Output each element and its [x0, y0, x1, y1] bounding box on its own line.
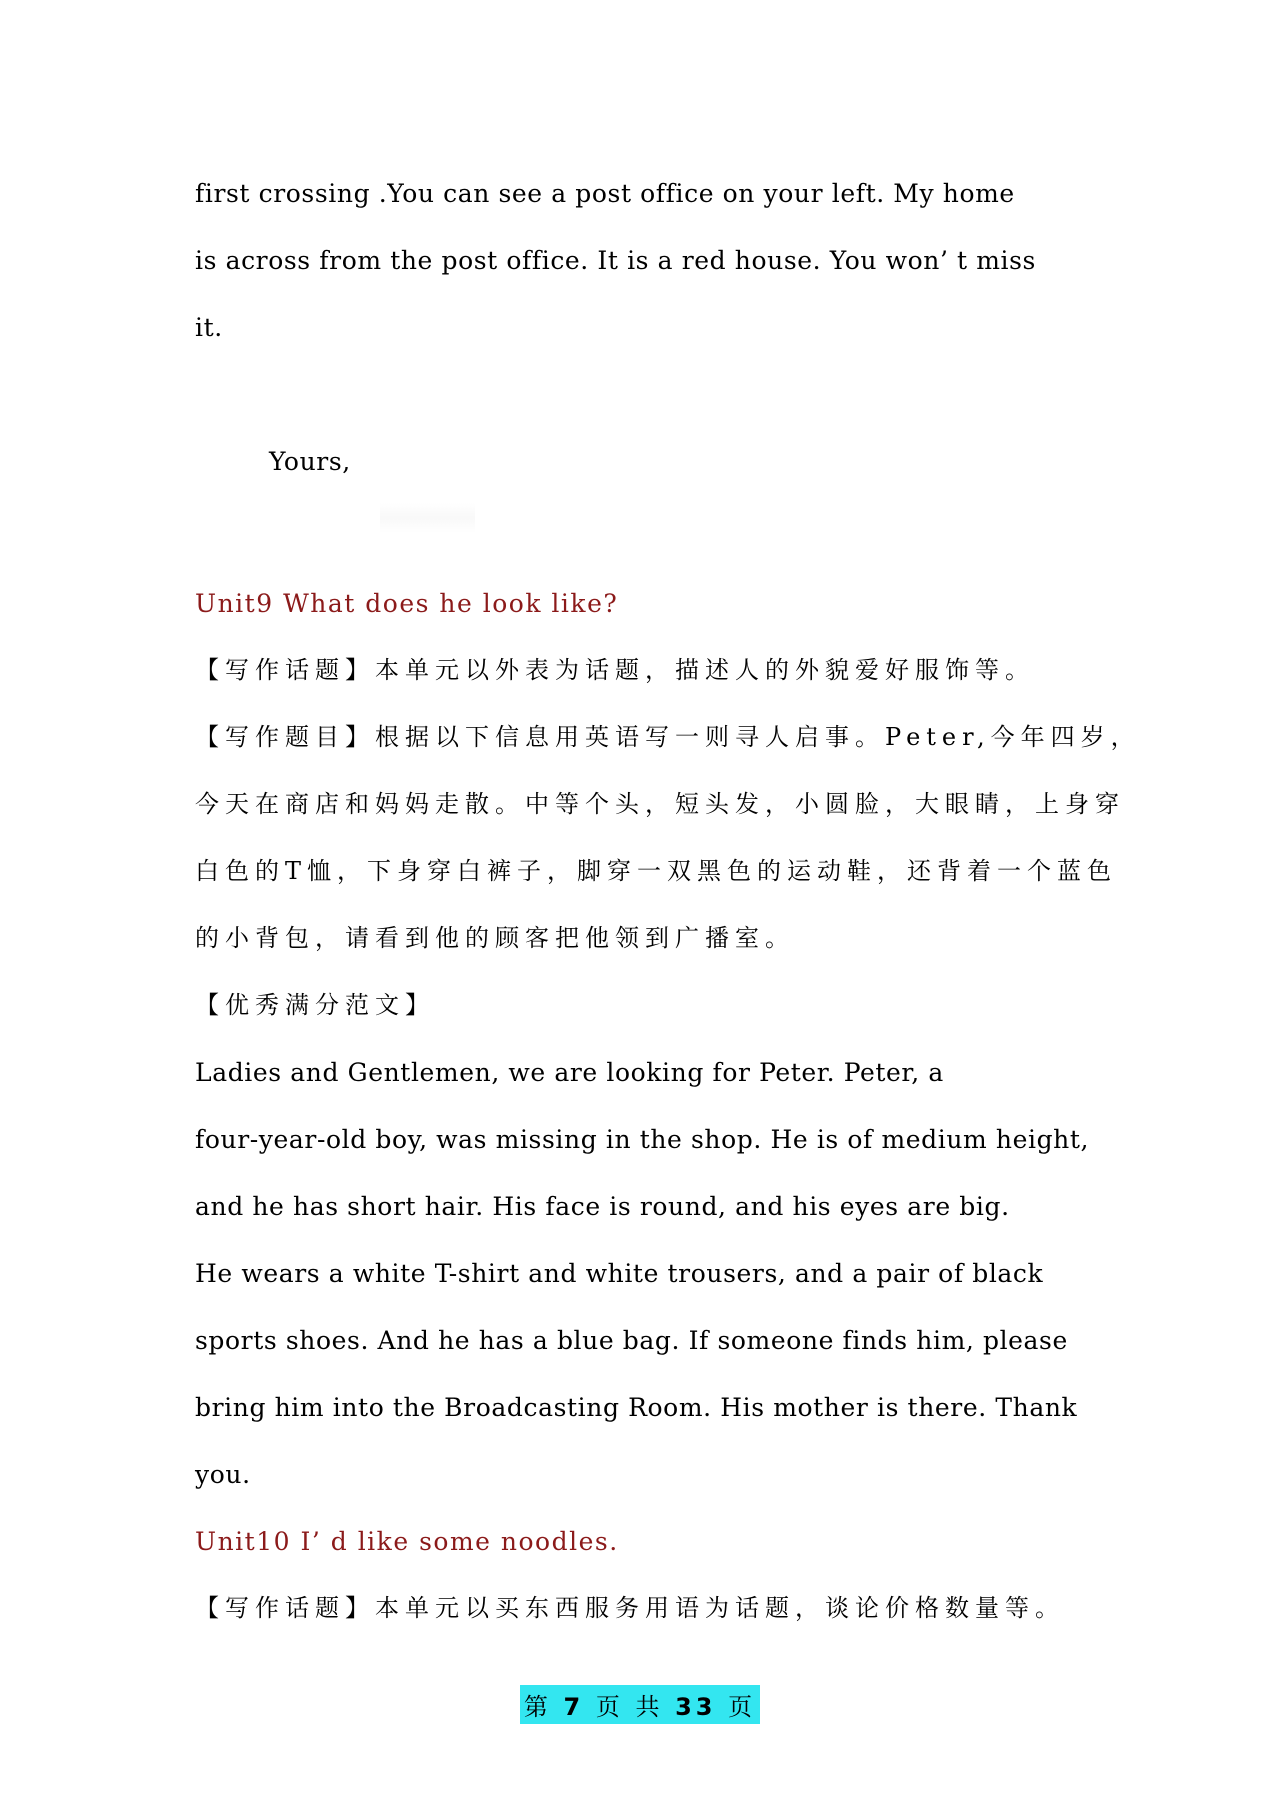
spacer — [195, 361, 1095, 428]
unit9-model-label: 【优秀满分范文】 — [195, 991, 435, 1019]
page-footer — [0, 1685, 1280, 1724]
unit9-prompt-line: 白色的T恤，下身穿白裤子，脚穿一双黑色的运动鞋，还背着一个蓝色 — [195, 857, 1118, 885]
footer-prefix: 第 — [523, 1693, 552, 1721]
current-page-number: 7 — [563, 1693, 585, 1721]
essay-line: you. — [195, 1460, 251, 1489]
essay-line: bring him into the Broadcasting Room. His mother is there. Thank — [195, 1393, 1078, 1422]
unit9-heading: Unit9 What does he look like? — [195, 589, 619, 618]
letter-line: is across from the post office. It is a red house. You won’ t miss — [195, 246, 1036, 275]
faded-signature — [380, 503, 475, 533]
unit9-topic: 【写作话题】本单元以外表为话题，描述人的外貌爱好服饰等。 — [195, 656, 1035, 684]
essay-line: Ladies and Gentlemen, we are looking for Peter. Peter, a — [195, 1058, 944, 1087]
letter-line: it. — [195, 313, 223, 342]
unit9-prompt-line: 【写作题目】根据以下信息用英语写一则寻人启事。Peter,今年四岁， — [195, 723, 1141, 751]
unit10-topic: 【写作话题】本单元以买东西服务用语为话题，谈论价格数量等。 — [195, 1594, 1065, 1622]
letter-line: first crossing .You can see a post office on your left. My home — [195, 179, 1015, 208]
signature-area — [195, 503, 1095, 570]
unit9-prompt-line: 今天在商店和妈妈走散。中等个头，短头发，小圆脸，大眼睛，上身穿 — [195, 790, 1125, 818]
page-content — [195, 160, 1141, 1642]
footer-middle: 页 共 — [595, 1693, 664, 1721]
essay-line: and he has short hair. His face is round, and his eyes are big. — [195, 1192, 1010, 1221]
footer-suffix: 页 — [728, 1693, 757, 1721]
essay-line: sports shoes. And he has a blue bag. If someone finds him, please — [195, 1326, 1068, 1355]
essay-line: four-year-old boy, was missing in the shop. He is of medium height, — [195, 1125, 1090, 1154]
letter-closing: Yours, — [269, 447, 351, 476]
essay-line: He wears a white T-shirt and white trousers, and a pair of black — [195, 1259, 1044, 1288]
unit10-heading: Unit10 I’ d like some noodles. — [195, 1527, 619, 1556]
unit9-prompt-line: 的小背包，请看到他的顾客把他领到广播室。 — [195, 924, 795, 952]
page-number-indicator — [520, 1685, 760, 1724]
total-page-count: 33 — [675, 1693, 717, 1721]
